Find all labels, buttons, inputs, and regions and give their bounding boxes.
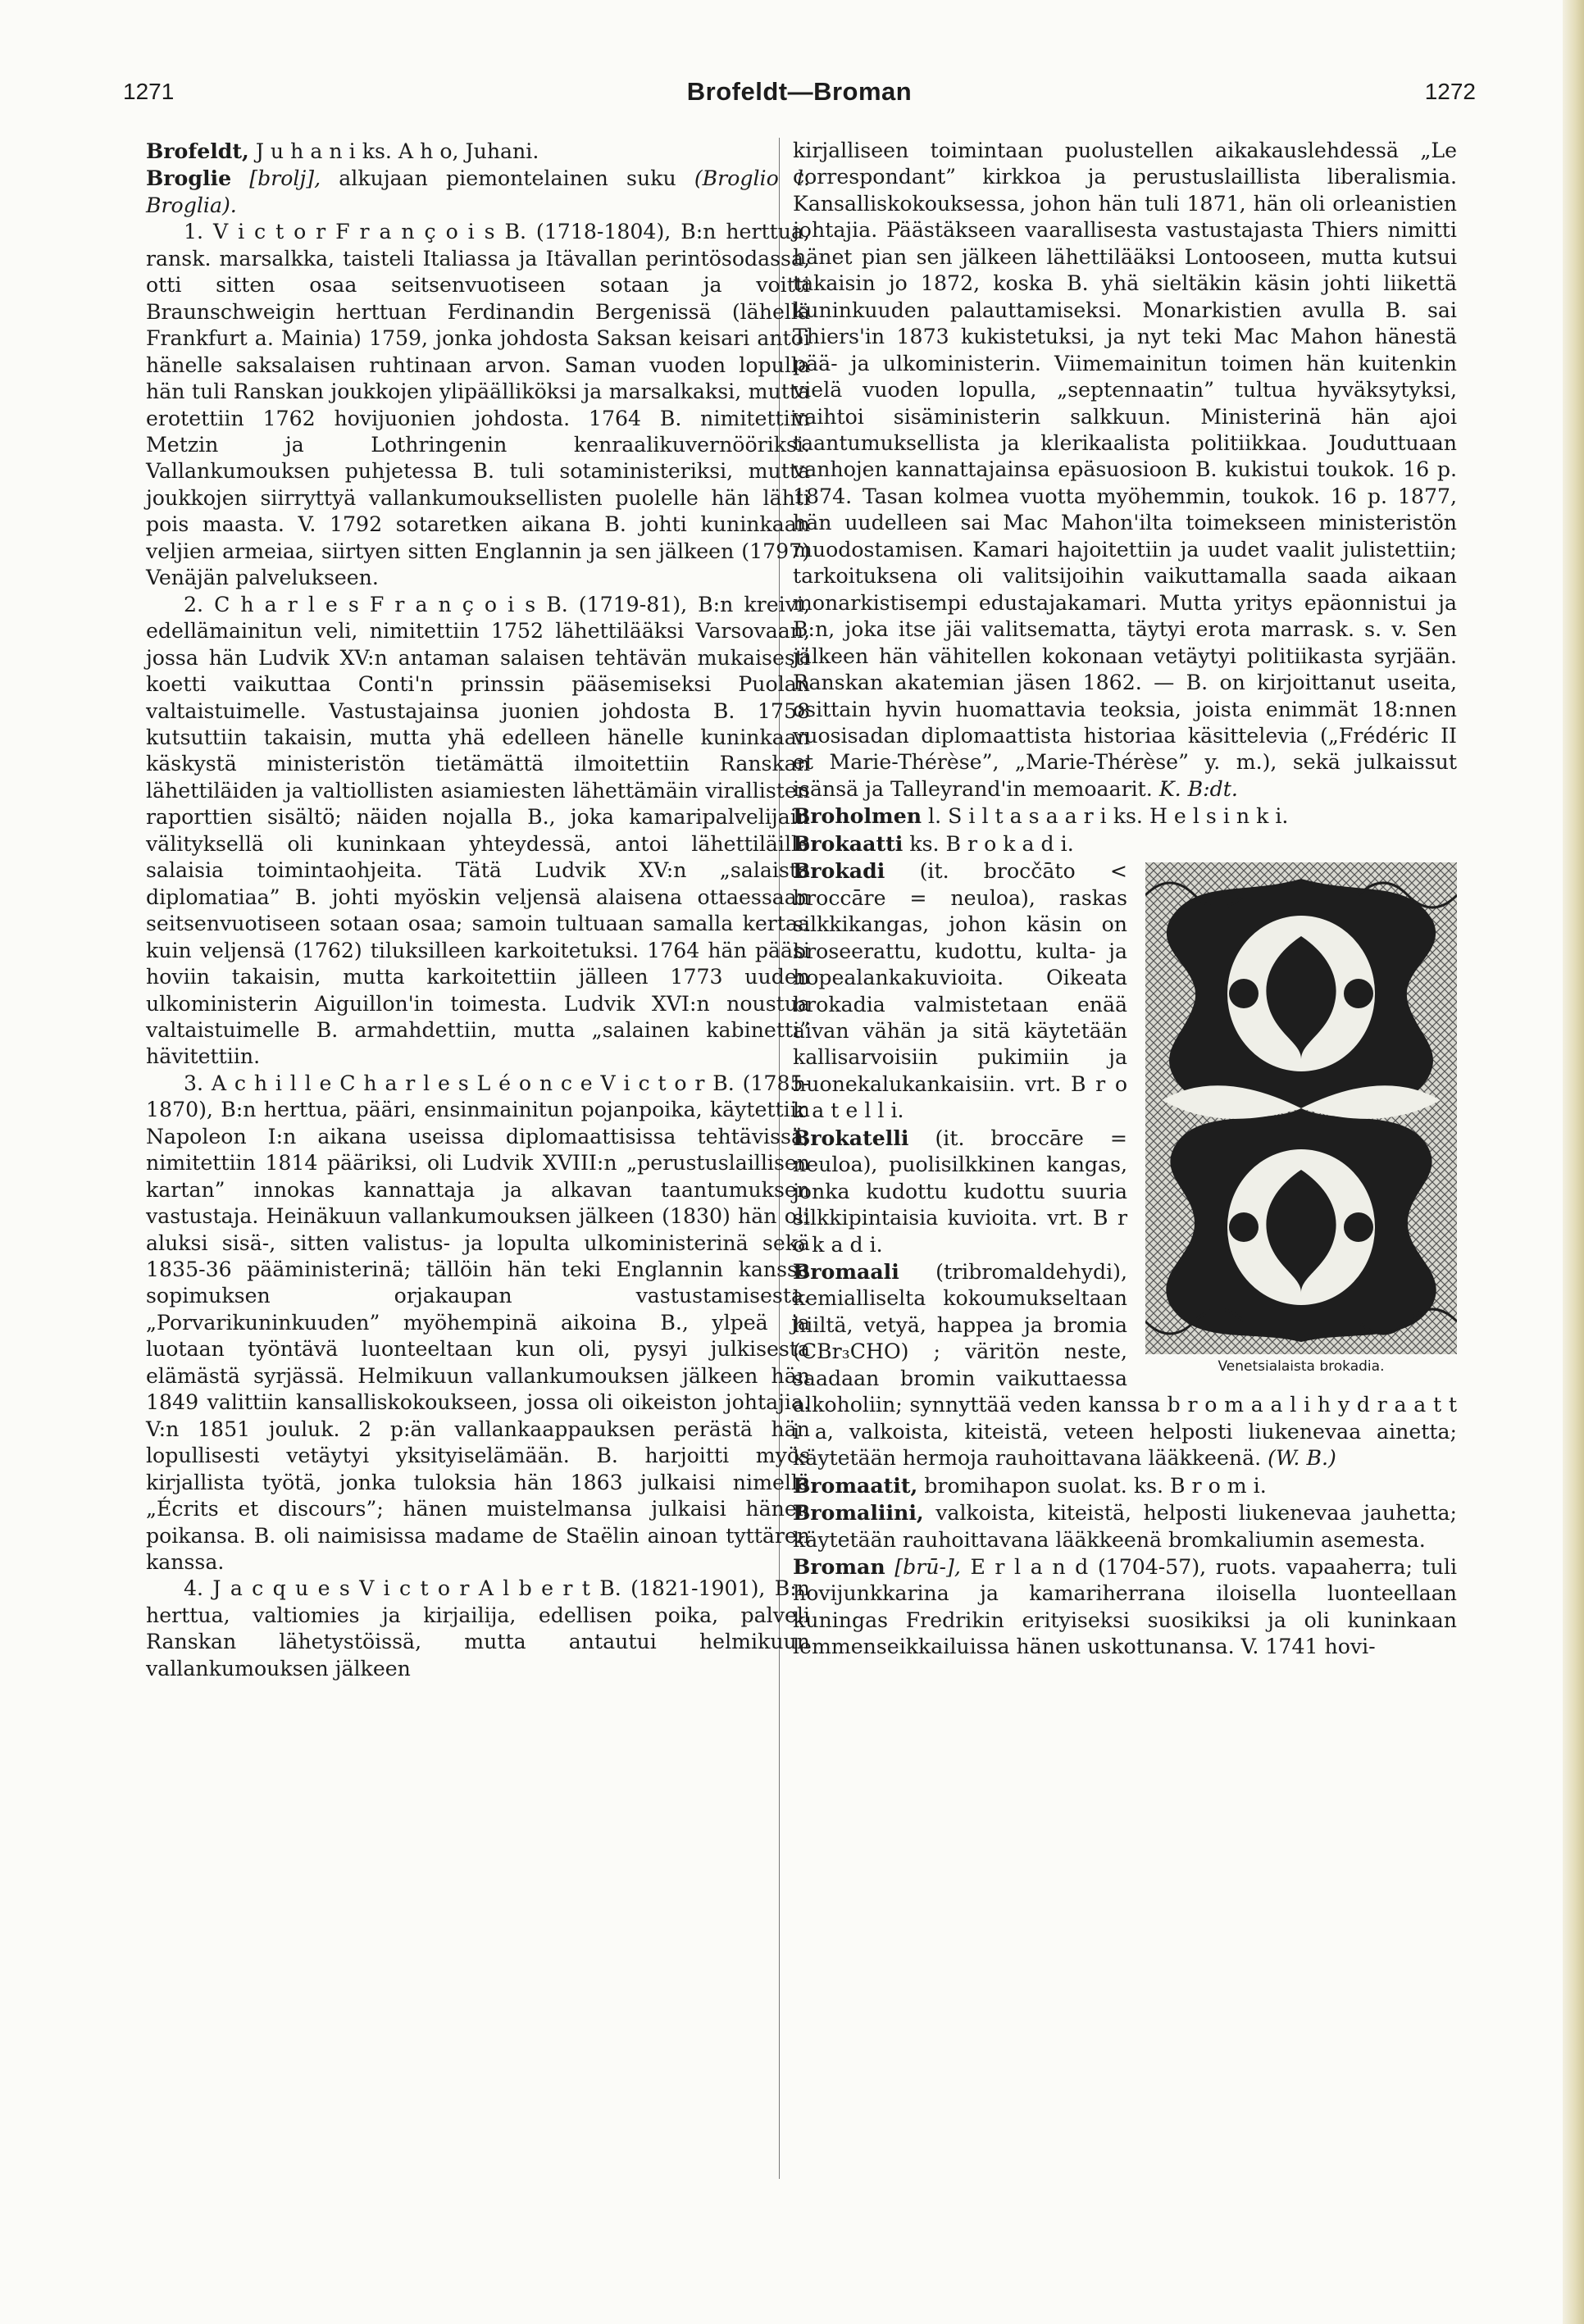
subentry-number: 2. — [184, 592, 204, 616]
page-number-right: 1272 — [1424, 79, 1476, 104]
entry-broglie — [146, 165, 810, 219]
entry-text: (it. broccāre = neuloa), puolisilkkinen kangas, jonka kudottu kudottu suuria silkkipintaisia kuvioita. vrt. B r o k a d i. — [793, 1126, 1127, 1257]
page-number-left: 1271 — [123, 79, 175, 104]
entry-text: (it. brocčāto < broccāre = neuloa), raskas silkkikangas, johon käsin on broseerattu, kudottu, kulta- ja hopealankakuvioita. Oikeata brokadia valmistetaan enää aivan vähän ja sitä käytetään kallisarvoisiin pukimiin ja huonekalukankaisiin. vrt. B r o k a t e l l i. — [793, 859, 1127, 1123]
subentry-number: 3. — [184, 1071, 204, 1095]
entry-reference: (Broglio l. Broglia). — [146, 166, 810, 217]
entry-broholmen — [793, 803, 1457, 830]
entry-text: valkoista, kiteistä, helposti liukenevaa jauhetta; käytetään rauhoittavana lääkkeenä bromkaliumin asemesta. — [793, 1501, 1457, 1552]
entry-text: alkujaan piemontelainen suku — [339, 166, 676, 191]
person-name: V i c t o r F r a n ç o i s — [212, 220, 495, 244]
brocade-pattern-image — [1145, 862, 1457, 1354]
entry-text: B. (1785-1870), B:n herttua, pääri, ensinmainitun pojanpoika, käytettiin Napoleon I:n aikana useissa diplomaattisissa tehtävissä, nimitettiin 1814 pääriksi, oli Ludvik XVIII:n „perustuslaillisen kartan” innokas kannattaja ja alkavan taantumuksen vastustaja. Heinäkuun vallankumouksen jälkeen (1830) hän oli aluksi sisä-, sitten valistus- ja lopulta ulkoministerinä sekä 1835-36 pääministerinä; tällöin hän teki Englannin kanssa sopimuksen orjakaupan vastustamisesta. „Porvarikuninkuuden” myöhempinä aikoina B., ylpeä ja luotaan työntävä luonteeltaan kun oli, pysyi julkisesta elämästä syrjässä. Helmikuun vallankumouksen jälkeen hän 1849 valittiin kansalliskokoukseen, jossa oli oikeiston johtajia. V:n 1851 jouluk. 2 p:än vallankaappauksen perästä hän lopullisesti vetäytyi yksityiselämään. B. harjoitti myös kirjallista työtä, jonka tuloksia hän 1863 julkaisi nimellä „Écrits et discours”; hänen muistelmansa julkaisi hänen poikansa. B. oli naimisissa madame de Staëlin ainoan tyttären kanssa. — [146, 1071, 811, 1575]
author-signature: K. B:dt. — [1158, 776, 1238, 801]
subentry-victor-francois — [146, 219, 810, 591]
person-name: A c h i l l e C h a r l e s L é o n c e V i c t o r — [211, 1071, 705, 1095]
entry-text: kirjalliseen toimintaan puolustellen aikakauslehdessä „Le correspondant” kirkkoa ja perustuslaillista liberalismia. Kansalliskokouksessa, johon hän tuli 1871, hän oli orleanistien johtajia. Päästäkseen vaarallisesta vastustajasta Thiers nimitti hänet pian sen jälkeen lähettilääksi Lontooseen, mutta kutsui takaisin jo 1872, koska B. yhä sieltäkin käsin johti liikettä kuninkuuden palauttamiseksi. Monarkistien avulla B. sai Thiers'in 1873 kukistetuksi, ja nyt teki Mac Mahon hänestä pää- ja ulkoministerin. Viimemainitun toimen hän kuitenkin vielä vuoden lopulla, „septennaatin” tultua hyväksytyksi, vaihtoi sisäministerin salkkuun. Ministerinä hän ajoi taantumuksellista ja klerikaalista politiikkaa. Jouduttuaan vanhojen kannattajainsa epäsuosioon B. kukistui toukok. 16 p. 1874. Tasan kolmea vuotta myöhemmin, toukok. 16 p. 1877, hän uudelleen sai Mac Mahon'ilta toimekseen ministeristön muodostamisen. Kamari hajoitettiin ja uudet vaalit julistettiin; tarkoituksena oli valitsijoihin vaikuttamalla saada aikaan monarkistisempi edustajakamari. Mutta yritys epäonnistui ja B:n, joka itse jäi valitsematta, täytyi erota marrask. s. v. Sen jälkeen hän vähitellen kokonaan vetäytyi politiikasta syrjään. Ranskan akatemian jäsen 1862. — B. on kirjoittanut useita, osittain hyvin huomattavia teoksia, joista enimmät 18:nnen vuosisadan diplomaattista historiaa käsittelevia („Frédéric II et Marie-Thérèse”, „Marie-Thérèse” y. m.), sekä julkaissut isänsä ja Talleyrand'in memoaarit. — [793, 139, 1457, 801]
entry-brokaatti — [793, 830, 1457, 857]
entry-text: ks. B r o k a d i. — [909, 831, 1074, 856]
headword: Broholmen — [793, 803, 922, 829]
entry-text: E r l a n d (1704-57), ruots. vapaaherra; tuli hovijunkkarina ja kamariherrana iloisella luonteellaan kuningas Fredrikin erityiseksi suosikiksi ja oli kuninkaan lemmenseikkailuissa hänen uskottunansa. V. 1741 hovi- — [793, 1555, 1458, 1659]
entry-text: (tribromaldehydi), kemialliselta kokoumukseltaan hiiltä, vetyä, happea ja bromia (CBr₃CHO) ; väritön neste, saadaan bromin vaikuttaessa alkoholiin; synnyttää veden kanssa b r o m a a l i h y d r a a t t i a, valkoista, kiteistä, veteen helposti liukenevaa ainetta; käytetään hermoja rauhoittavana lääkkeenä. — [793, 1260, 1457, 1471]
headword: Brokadi — [793, 858, 885, 884]
subentry-jacques-victor-albert — [146, 1576, 810, 1682]
headword: Brokatelli — [793, 1125, 909, 1150]
headword: Brofeldt, — [146, 139, 249, 163]
brocade-figure — [1145, 862, 1457, 1376]
entry-brofeldt — [146, 138, 810, 165]
page-edge — [1563, 0, 1584, 2324]
running-title: Brofeldt—Broman — [686, 77, 913, 106]
subentry-charles-francois — [146, 592, 810, 1071]
subentry-number: 1. — [184, 220, 204, 244]
entry-text: J u h a n i ks. A h o, Juhani. — [255, 139, 539, 163]
entry-broman — [793, 1553, 1457, 1661]
entry-bromaatit — [793, 1472, 1457, 1499]
person-name: J a c q u e s V i c t o r A l b e r t — [212, 1576, 590, 1601]
subentry-number: 4. — [184, 1576, 204, 1601]
headword: Broman — [793, 1554, 885, 1580]
entry-text: B. (1821-1901), B:n herttua, valtiomies ja kirjailija, edellisen poika, palveli Ranskan lähetystöissä, mutta antautui helmikuun vallankumouksen jälkeen — [146, 1576, 810, 1680]
person-name: C h a r l e s F r a n ç o i s — [214, 592, 536, 616]
headword: Bromaatit, — [793, 1472, 918, 1498]
pronunciation: [brū-], — [894, 1555, 961, 1580]
entry-text: bromihapon suolat. ks. B r o m i. — [924, 1473, 1267, 1498]
pronunciation: [brolj], — [249, 166, 321, 191]
entry-broglie-continued — [793, 138, 1457, 803]
author-signature: (W. B.) — [1268, 1446, 1336, 1471]
headword: Brokaatti — [793, 830, 904, 856]
subentry-achille — [146, 1071, 810, 1576]
page-header — [123, 79, 1476, 111]
entry-bromaliini — [793, 1499, 1457, 1553]
entry-text: l. S i l t a s a a r i ks. H e l s i n k i. — [928, 804, 1289, 829]
headword: Bromaali — [793, 1259, 899, 1285]
right-column — [793, 138, 1457, 1661]
left-column — [146, 138, 810, 1682]
entry-text: B. (1719-81), B:n kreivi, edellämainitun veli, nimitettiin 1752 lähettilääksi Varsovaan, jossa hän Ludvik XV:n antaman salaisen tehtävän mukaisesti koetti vaikuttaa Conti'n prinssin pääsemiseksi Puolan valtaistuimelle. Vastustajainsa juonien johdosta B. 1758 kutsuttiin takaisin, mutta yhä edelleen hänelle kuninkaan käskystä ministeristön tietämättä ilmoitettiin Ranskan lähettiläiden ja valtiollisten asiamiesten lähettämäin virallisten raporttien sisältö; näiden nojalla B., joka kamaripalvelijain välityksellä oli kuninkaan yhteydessä, antoi lähettiläille salaisia toimintaohjeita. Tätä Ludvik XV:n „salaista diplomatiaa” B. johti myöskin veljensä alaisena ottaessaan seitsenvuotiseen sotaan osaa; samoin tultuaan samalla kertaa kuin veljensä (1762) tiluksilleen karkoitetuksi. 1764 hän pääsi hoviin takaisin, mutta karkoitettiin jälleen 1773 uuden ulkoministerin Aiguillon'in toimesta. Ludvik XVI:n noustua valtaistuimelle B. armahdettiin, mutta „salainen kabinetti” hävitettiin. — [146, 592, 810, 1069]
headword: Broglie — [146, 166, 232, 191]
headword: Bromaliini, — [793, 1500, 924, 1526]
figure-caption: Venetsialaista brokadia. — [1218, 1358, 1385, 1376]
entry-text: B. (1718-1804), B:n herttua, ransk. marsalkka, taisteli Italiassa ja Itävallan perintösodassa, otti sitten osaa seitsenvuotiseen sotaan ja voitti Braunschweigin herttuan Ferdinandin Bergenissä (lähellä Frankfurt a. Mainia) 1759, jonka johdosta Saksan keisari antoi hänelle saksalaisen ruhtinaan arvon. Saman vuoden lopulla hän tuli Ranskan joukkojen ylipäälliköksi ja marsalkaksi, mutta erotettiin 1762 hovijuonien johdosta. 1764 B. nimitettiin Metzin ja Lothringenin kenraalikuvernööriksi. Vallankumouksen puhjetessa B. tuli sotaministeriksi, mutta joukkojen siirryttyä vallankumouksellisten puolelle hän lähti pois maasta. V. 1792 sotaretken aikana B. johti kuninkaan veljien armeiaa, siirtyen sitten Englannin ja sen jälkeen (1797) Venäjän palvelukseen. — [146, 220, 810, 590]
